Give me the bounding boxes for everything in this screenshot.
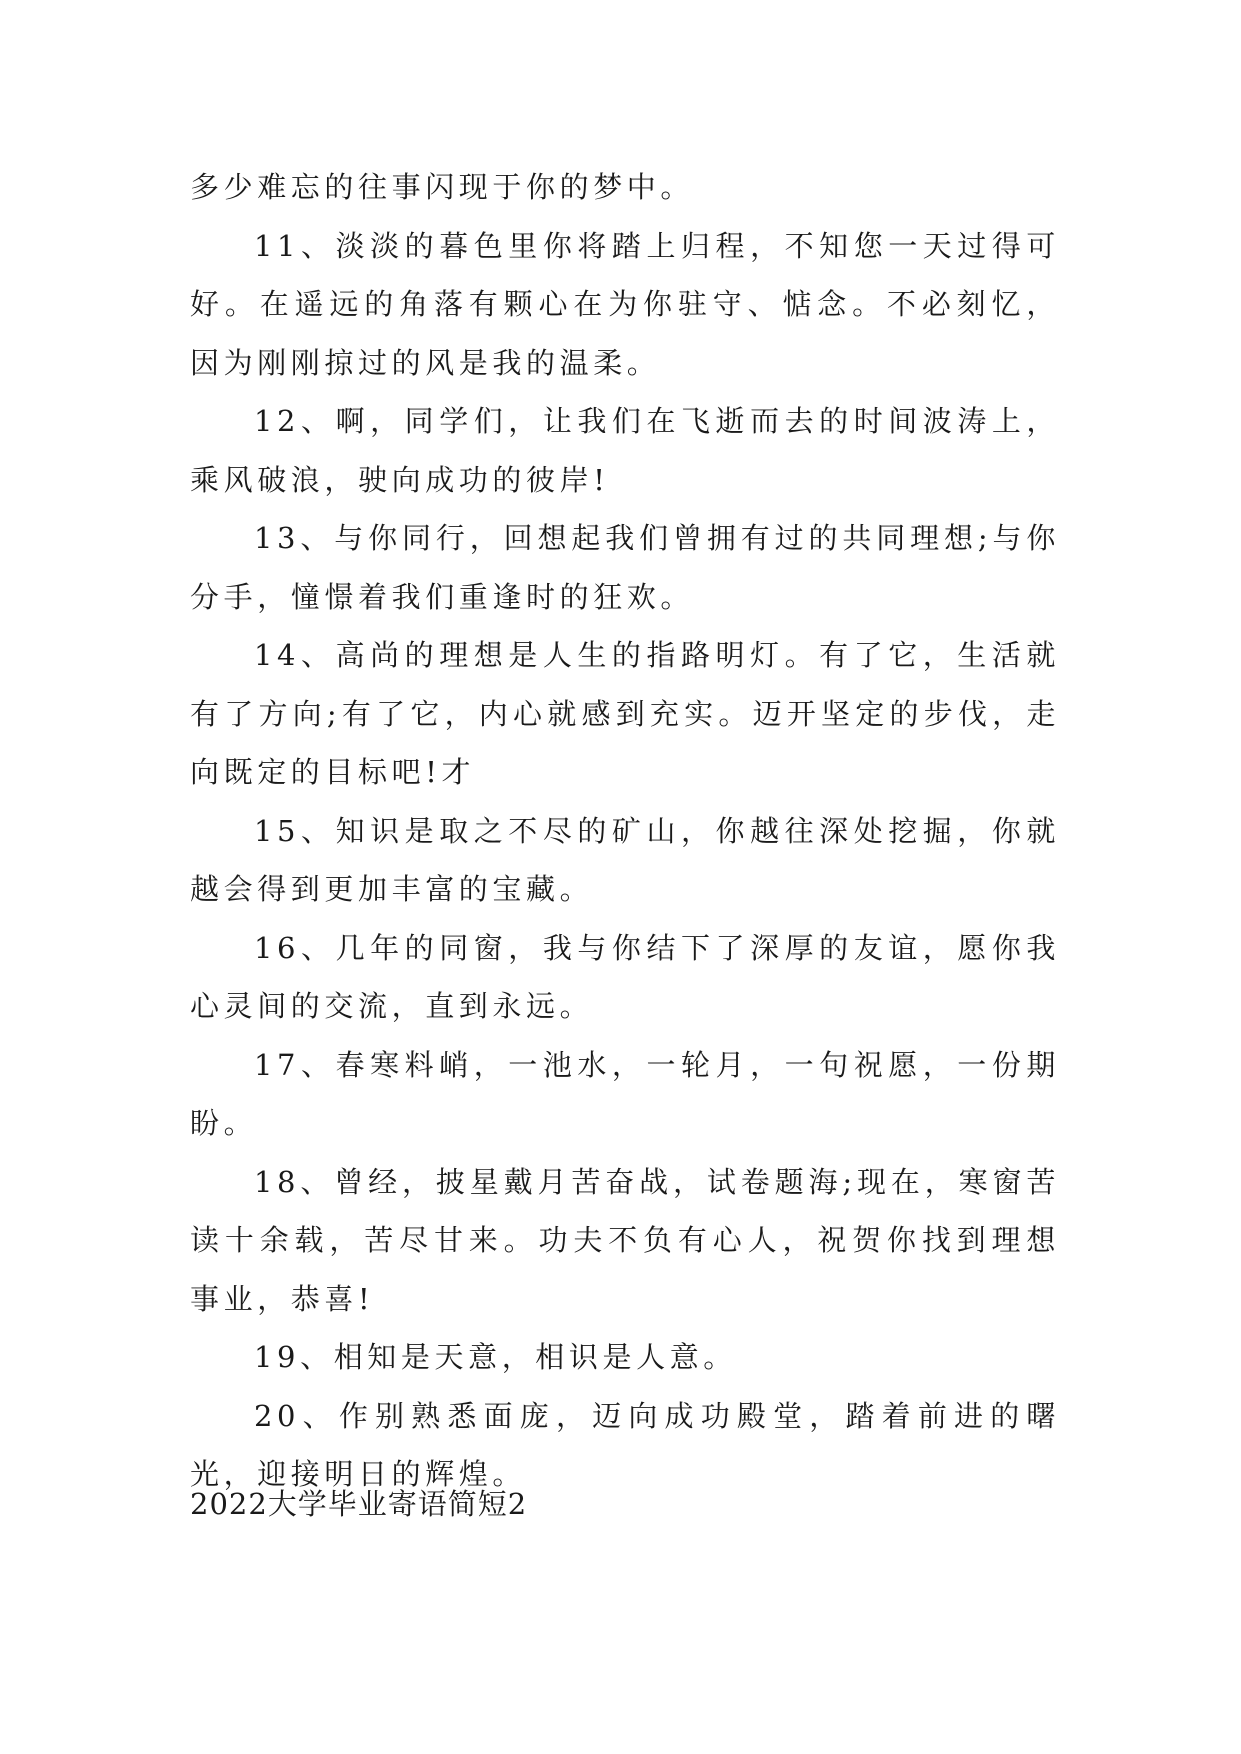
paragraph-item-11: 11、淡淡的暮色里你将踏上归程，不知您一天过得可好。在遥远的角落有颗心在为你驻守、惦念。不必刻忆，因为刚刚掠过的风是我的温柔。: [190, 228, 1060, 380]
paragraph-item-17: 17、春寒料峭，一池水，一轮月，一句祝愿，一份期盼。: [190, 1047, 1060, 1140]
paragraph-item-14: 14、高尚的理想是人生的指路明灯。有了它，生活就有了方向;有了它，内心就感到充实。迈开坚定的步伐，走向既定的目标吧!才: [190, 638, 1060, 789]
paragraph-item-19: 19、相知是天意，相识是人意。: [254, 1340, 737, 1374]
paragraph-item-18: 18、曾经，披星戴月苦奋战，试卷题海;现在，寒窗苦读十余载，苦尽甘来。功夫不负有心人，祝贺你找到理想事业，恭喜!: [190, 1164, 1060, 1316]
paragraph-item-16: 16、几年的同窗，我与你结下了深厚的友谊，愿你我心灵间的交流，直到永远。: [190, 930, 1060, 1023]
paragraph-item-15: 15、知识是取之不尽的矿山，你越往深处挖掘，你就越会得到更加丰富的宝藏。: [190, 813, 1060, 906]
paragraph-item-13: 13、与你同行，回想起我们曾拥有过的共同理想;与你分手，憧憬着我们重逢时的狂欢。: [190, 521, 1060, 614]
paragraph-continuation: 多少难忘的往事闪现于你的梦中。: [190, 170, 695, 204]
document-body: [190, 158, 1060, 1504]
section-heading: 2022大学毕业寄语简短2: [190, 1487, 528, 1521]
paragraph-item-12: 12、啊，同学们，让我们在飞逝而去的时间波涛上，乘风破浪，驶向成功的彼岸!: [190, 404, 1060, 497]
paragraph-item-20: 20、作别熟悉面庞，迈向成功殿堂，踏着前进的曙光，迎接明日的辉煌。: [190, 1398, 1060, 1491]
